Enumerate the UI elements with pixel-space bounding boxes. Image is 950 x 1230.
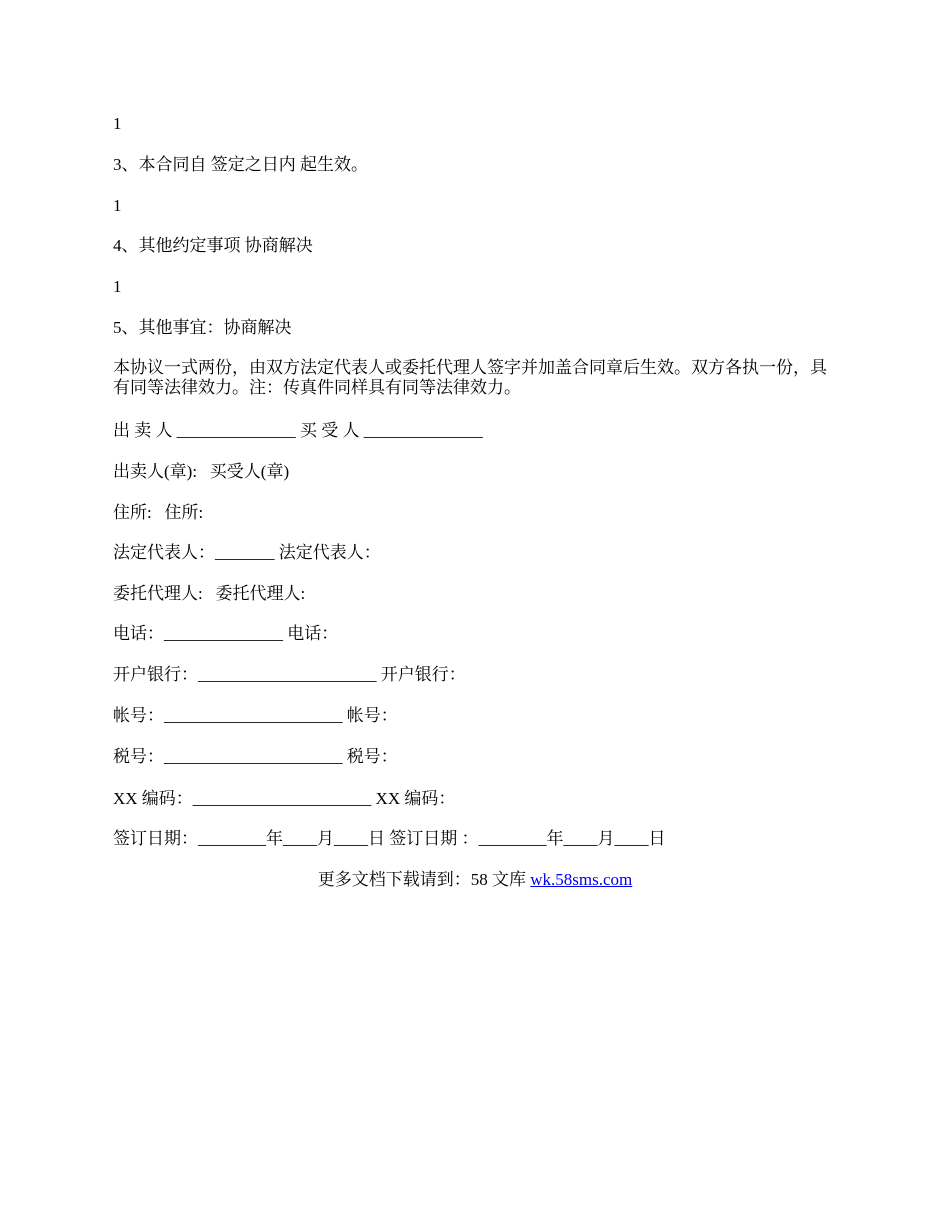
clause-4: 4、其他约定事项 协商解决 [113,236,313,255]
account-line: 帐号：_____________________ 帐号： [113,706,398,725]
bank-line: 开户银行：_____________________ 开户银行： [113,665,466,684]
footer-text: 更多文档下载请到：58 文库 [317,870,531,889]
clause-5: 5、其他事宜：协商解决 [113,318,292,337]
signing-date-line: 签订日期：________年____月____日 签订日期 ：________年____月____日 [113,829,666,848]
page-number-line: 1 [113,196,122,215]
phone-line: 电话：______________ 电话： [113,624,339,643]
seal-line: 出卖人(章): 买受人(章) [113,462,290,481]
code-line: XX 编码：_____________________ XX 编码： [113,789,456,808]
tax-number-line: 税号：_____________________ 税号： [113,747,398,766]
seller-buyer-line: 出 卖 人 ______________ 买 受 人 ______________ [113,421,483,440]
agreement-paragraph: 本协议一式两份，由双方法定代表人或委托代理人签字并加盖合同章后生效。双方各执一份，具有同等法律效力。注：传真件同样具有同等法律效力。 [113,358,827,397]
footer-link[interactable]: wk.58sms.com [530,870,633,889]
page-number-line: 1 [113,277,122,296]
authorized-agent-line: 委托代理人: 委托代理人: [113,584,306,603]
footer [0,870,950,890]
address-line: 住所: 住所: [113,503,204,522]
clause-3: 3、本合同自 签定之日内 起生效。 [113,155,368,174]
legal-representative-line: 法定代表人：_______ 法定代表人： [113,543,381,562]
page-number-line: 1 [113,114,122,133]
